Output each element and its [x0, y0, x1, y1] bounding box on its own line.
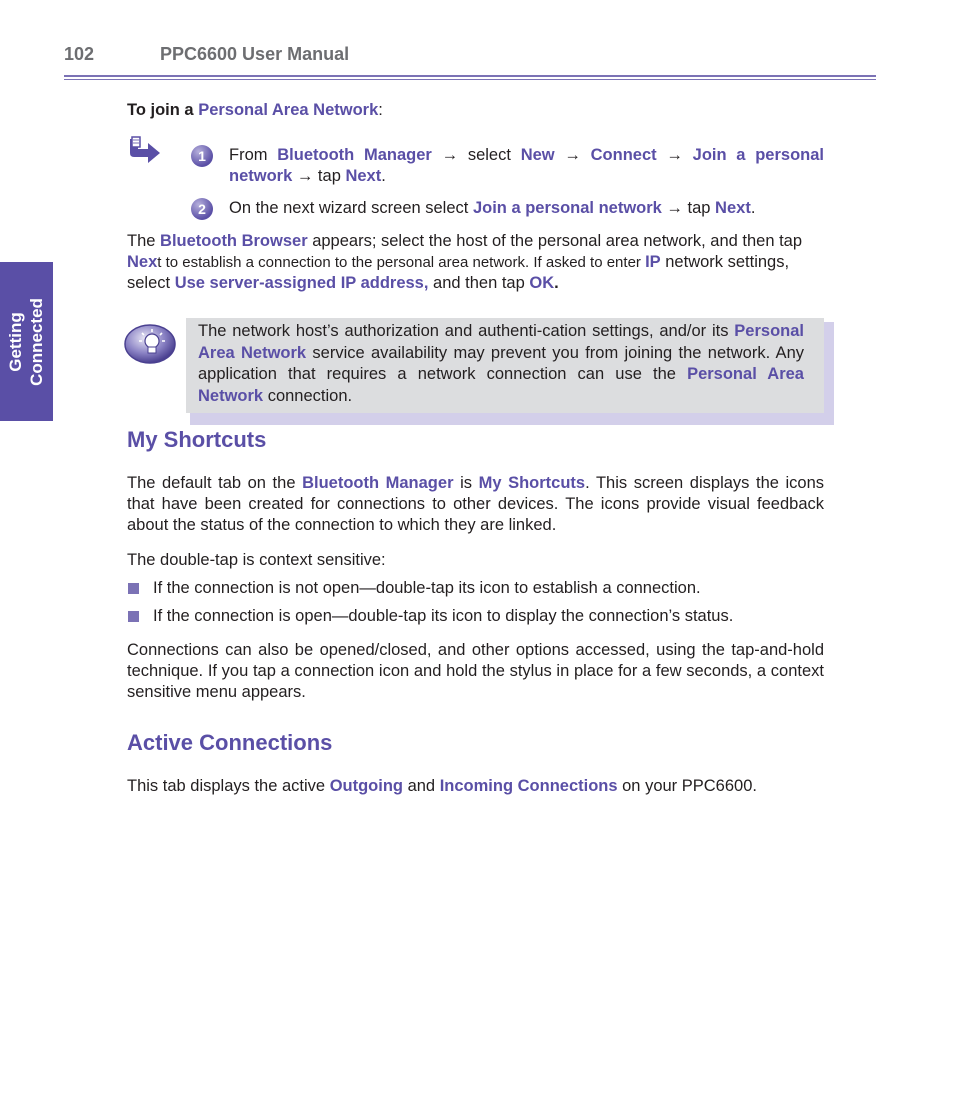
chapter-side-tab-label: [5, 298, 47, 386]
square-bullet-icon: [128, 583, 139, 594]
my-shortcuts-heading: My Shortcuts: [127, 427, 267, 452]
lightbulb-icon: [122, 318, 178, 366]
join-intro-link: Personal Area Network: [198, 101, 379, 119]
ms-t3: . This screen displays the icons that have been created for connections to other devices. The icons provide visual feedback about the status of the connection to which they are linked.: [127, 474, 825, 534]
note-l1: Personal Area Network: [198, 322, 804, 362]
square-bullet-icon: [128, 611, 139, 622]
bp-l5: OK: [529, 274, 555, 292]
s1-t2: → select: [431, 146, 521, 164]
bullet-item: If the connection is open—double-tap its icon to display the connection’s status.: [153, 607, 734, 625]
s1-t5: → tap: [292, 167, 346, 185]
s1-t4: →: [656, 146, 693, 164]
hand-arrow-icon: [128, 135, 162, 165]
bp-l2: Nex: [127, 253, 158, 271]
s1-l4: Join a personal network: [229, 146, 825, 185]
bp-t4: network settings, select: [127, 253, 790, 292]
active-connections-paragraph: [127, 776, 824, 797]
my-shortcuts-paragraph: [127, 473, 824, 536]
ac-l2: Incoming Connections: [439, 777, 618, 795]
ac-t1: This tab displays the active: [127, 777, 330, 795]
s1-t1: From: [229, 146, 278, 164]
bluetooth-browser-paragraph: [127, 231, 824, 294]
ac-l1: Outgoing: [329, 777, 403, 795]
active-connections-heading: Active Connections: [127, 730, 333, 755]
page-number: 102: [64, 44, 95, 64]
note-t2: service availability may prevent you from joining the network. Any application that requires a network connection can use the: [198, 343, 804, 383]
bullet-item: If the connection is not open—double-tap its icon to establish a connection.: [153, 579, 701, 597]
s2-t3: .: [750, 199, 756, 217]
bp-t6: .: [554, 274, 559, 292]
step-1-badge: 1: [191, 145, 213, 167]
s1-l2: New: [520, 146, 555, 164]
ms-t2: is: [453, 474, 479, 492]
header-rule: [64, 75, 876, 77]
s1-l3: Connect: [590, 146, 657, 164]
note-l2: Personal Area Network: [198, 365, 804, 405]
ac-t2: and: [403, 777, 440, 795]
s1-l1: Bluetooth Manager: [277, 146, 432, 164]
page-header: [64, 44, 876, 84]
bp-t5: and then tap: [428, 274, 530, 292]
tap-and-hold-paragraph: Connections can also be opened/closed, and other options accessed, using the tap-and-hold technique. If you tap a connection icon and hold the stylus in place for a few seconds, a context sensitive menu appears.: [127, 641, 824, 701]
manual-title: PPC6600 User Manual: [160, 44, 350, 64]
s2-l2: Next: [715, 199, 751, 217]
s2-t1: On the next wizard screen select: [229, 199, 473, 217]
bp-t2: appears; select the host of the personal area network, and then tap: [307, 232, 803, 250]
step-1-text: [229, 145, 824, 187]
join-intro-suffix: :: [378, 101, 383, 119]
ms-l1: Bluetooth Manager: [302, 474, 454, 492]
bp-l4: Use server-assigned IP address,: [174, 274, 429, 292]
note-t1: The network host’s authorization and authenti-cation settings, and/or its: [198, 322, 735, 340]
bp-l1: Bluetooth Browser: [160, 232, 308, 250]
bp-l3: IP: [645, 253, 661, 271]
double-tap-paragraph: The double-tap is context sensitive:: [127, 551, 386, 569]
chapter-side-tab: [0, 262, 53, 421]
note-box: [186, 318, 824, 413]
header-rule-thin: [64, 79, 876, 80]
s2-t2: → tap: [661, 199, 716, 217]
s1-t6: .: [381, 167, 386, 185]
bp-t3: t to establish a connection to the personal area network. If asked to enter: [157, 254, 646, 271]
join-intro-prefix: To join a: [127, 101, 199, 119]
step-2-text: [229, 198, 824, 219]
ms-t1: The default tab on the: [127, 474, 303, 492]
step-2-badge: 2: [191, 198, 213, 220]
s2-l1: Join a personal network: [472, 199, 662, 217]
note-t3: connection.: [263, 386, 353, 405]
bp-t1: The: [127, 232, 161, 250]
s1-l5: Next: [345, 167, 382, 185]
s1-t3: →: [554, 146, 591, 164]
ms-l2: My Shortcuts: [478, 474, 586, 492]
ac-t3: on your PPC6600.: [617, 777, 757, 795]
side-tab-line1: Getting: [6, 312, 25, 372]
side-tab-line2: Connected: [27, 298, 46, 386]
join-intro: [127, 100, 824, 121]
